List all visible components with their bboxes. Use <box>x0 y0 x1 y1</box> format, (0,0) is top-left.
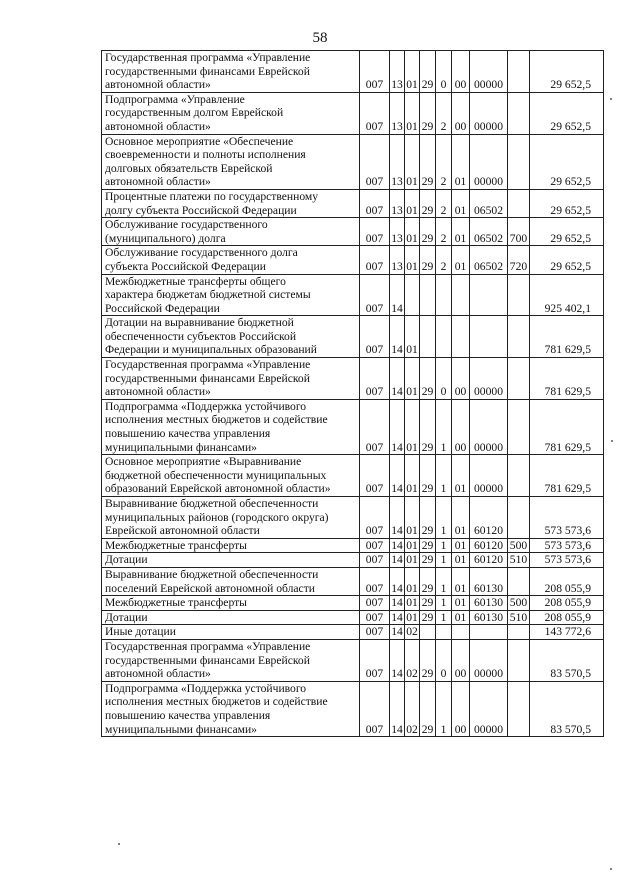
gov-code: 007 <box>360 399 390 454</box>
expense-type-code <box>508 274 530 316</box>
event-code <box>452 625 470 640</box>
gov-code: 007 <box>360 596 390 611</box>
table-row <box>102 567 604 595</box>
program-code: 29 <box>420 218 436 246</box>
table-row <box>102 274 604 316</box>
row-name: Государственная программа «Управление государственными финансами Еврейской автономной области» <box>102 51 360 93</box>
gov-code: 007 <box>360 610 390 625</box>
gov-code: 007 <box>360 246 390 274</box>
program-code: 29 <box>420 134 436 189</box>
row-name: Государственная программа «Управление государственными финансами Еврейской автономной области» <box>102 639 360 681</box>
section-code: 14 <box>391 610 403 624</box>
subsection-code: 01 <box>406 553 418 567</box>
table-row <box>102 246 604 274</box>
expense-type-code: 500 <box>508 538 530 553</box>
subsection-code: 01 <box>406 610 418 624</box>
subsection-code: 01 <box>405 358 420 400</box>
amount: 781 629,5 <box>530 316 604 358</box>
scan-speck <box>611 440 613 442</box>
section-code: 13 <box>390 218 405 246</box>
expense-type-code <box>508 358 530 400</box>
event-code: 01 <box>452 218 470 246</box>
program-code <box>420 274 436 316</box>
section-code: 14 <box>390 639 405 681</box>
direction-code <box>470 625 508 640</box>
program-code: 29 <box>420 92 436 134</box>
program-code: 29 <box>420 399 436 454</box>
event-code: 01 <box>452 246 470 274</box>
direction-code: 00000 <box>470 92 508 134</box>
subprogram-code <box>436 625 452 640</box>
gov-code: 007 <box>360 134 390 189</box>
event-code: 00 <box>452 639 470 681</box>
event-code: 01 <box>452 553 470 568</box>
subsection-code: 01 <box>405 218 420 246</box>
section-code: 14 <box>391 596 403 610</box>
event-code: 00 <box>452 51 470 93</box>
table-row <box>102 316 604 358</box>
direction-code: 00000 <box>470 639 508 681</box>
gov-code: 007 <box>360 625 390 640</box>
expense-type-code: 500 <box>508 596 530 611</box>
direction-code: 60130 <box>470 567 508 595</box>
event-code: 01 <box>452 610 470 625</box>
row-name: Обслуживание государственного долга субъекта Российской Федерации <box>102 246 360 274</box>
expense-type-code: 720 <box>508 246 530 274</box>
gov-code: 007 <box>360 51 390 93</box>
direction-code: 06502 <box>470 218 508 246</box>
gov-code: 007 <box>360 639 390 681</box>
amount: 208 055,9 <box>530 567 604 595</box>
program-code: 29 <box>420 538 436 553</box>
gov-code: 007 <box>360 567 390 595</box>
subprogram-code: 0 <box>436 639 452 681</box>
gov-code: 007 <box>360 553 390 568</box>
section-code: 13 <box>390 134 405 189</box>
subsection-code: 01 <box>405 134 420 189</box>
program-code: 29 <box>420 358 436 400</box>
subsection-code: 01 <box>405 92 420 134</box>
section-code: 13 <box>390 246 405 274</box>
program-code: 29 <box>420 610 436 625</box>
subprogram-code: 2 <box>436 92 452 134</box>
section-code: 14 <box>391 553 403 567</box>
event-code: 01 <box>452 497 470 539</box>
section-code: 14 <box>390 358 405 400</box>
event-code: 01 <box>452 189 470 217</box>
expense-type-code <box>508 455 530 497</box>
subsection-code: 01 <box>405 316 420 358</box>
program-code: 29 <box>420 639 436 681</box>
event-code: 01 <box>452 596 470 611</box>
event-code: 00 <box>452 358 470 400</box>
table-row <box>102 639 604 681</box>
row-name: Подпрограмма «Поддержка устойчивого исполнения местных бюджетов и содействие повышению качества управления муниципальными финансами» <box>102 681 360 736</box>
subprogram-code: 1 <box>436 497 452 539</box>
expense-type-code <box>508 134 530 189</box>
subsection-code: 01 <box>406 538 418 552</box>
expense-type-code <box>508 625 530 640</box>
program-code: 29 <box>420 189 436 217</box>
section-code: 13 <box>390 51 405 93</box>
table-row <box>102 538 604 553</box>
amount: 29 652,5 <box>530 92 604 134</box>
row-name: Процентные платежи по государственному долгу субъекта Российской Федерации <box>102 189 360 217</box>
row-name: Основное мероприятие «Выравнивание бюджетной обеспеченности муниципальных образований Еврейской автономной области» <box>102 455 360 497</box>
amount: 925 402,1 <box>530 274 604 316</box>
row-name: Дотации <box>102 610 360 625</box>
amount: 83 570,5 <box>530 681 604 736</box>
subprogram-code: 0 <box>436 51 452 93</box>
direction-code: 60130 <box>470 610 508 625</box>
row-name: Межбюджетные трансферты общего характера бюджетам бюджетной системы Российской Федерации <box>102 274 360 316</box>
table-row <box>102 553 604 568</box>
subprogram-code: 0 <box>436 358 452 400</box>
amount: 29 652,5 <box>530 218 604 246</box>
subprogram-code: 1 <box>436 567 452 595</box>
subprogram-code: 1 <box>436 610 452 625</box>
table-row <box>102 497 604 539</box>
table-row <box>102 625 604 640</box>
row-name: Дотации <box>102 553 360 568</box>
subsection-code: 02 <box>405 681 420 736</box>
subprogram-code: 1 <box>436 399 452 454</box>
section-code: 14 <box>390 399 405 454</box>
row-name: Основное мероприятие «Обеспечение своевременности и полноты исполнения долговых обязательств Еврейской автономной области» <box>102 134 360 189</box>
expense-type-code <box>508 189 530 217</box>
direction-code: 60120 <box>470 538 508 553</box>
subprogram-code <box>436 316 452 358</box>
amount: 29 652,5 <box>530 246 604 274</box>
direction-code: 06502 <box>470 246 508 274</box>
table-row <box>102 681 604 736</box>
expense-type-code <box>508 51 530 93</box>
program-code: 29 <box>420 246 436 274</box>
table-row <box>102 134 604 189</box>
amount: 573 573,6 <box>530 538 604 553</box>
row-name: Дотации на выравнивание бюджетной обеспеченности субъектов Российской Федерации и муниципальных образований <box>102 316 360 358</box>
subsection-code: 01 <box>405 497 420 539</box>
table-row <box>102 92 604 134</box>
direction-code: 06502 <box>470 189 508 217</box>
section-code: 14 <box>390 316 405 358</box>
row-name: Подпрограмма «Управление государственным долгом Еврейской автономной области» <box>102 92 360 134</box>
subsection-code: 02 <box>405 639 420 681</box>
amount: 208 055,9 <box>530 596 604 611</box>
section-code: 13 <box>390 92 405 134</box>
subsection-code: 01 <box>405 455 420 497</box>
amount: 573 573,6 <box>530 497 604 539</box>
expense-type-code <box>508 92 530 134</box>
section-code: 14 <box>391 538 403 552</box>
expense-type-code <box>508 639 530 681</box>
gov-code: 007 <box>360 189 390 217</box>
row-name: Иные дотации <box>102 625 360 640</box>
section-code: 14 <box>391 625 403 639</box>
expense-type-code <box>508 497 530 539</box>
section-code: 14 <box>390 497 405 539</box>
program-code <box>420 316 436 358</box>
subsection-code: 02 <box>406 625 418 639</box>
table-body <box>102 51 604 737</box>
direction-code: 60120 <box>470 553 508 568</box>
subprogram-code: 1 <box>436 455 452 497</box>
direction-code: 00000 <box>470 51 508 93</box>
subprogram-code: 1 <box>436 596 452 611</box>
direction-code: 00000 <box>470 358 508 400</box>
direction-code <box>470 274 508 316</box>
table-row <box>102 399 604 454</box>
subsection-code: 01 <box>405 567 420 595</box>
gov-code: 007 <box>360 497 390 539</box>
event-code: 01 <box>452 455 470 497</box>
event-code: 00 <box>452 681 470 736</box>
table-row <box>102 51 604 93</box>
section-code: 14 <box>390 455 405 497</box>
event-code <box>452 274 470 316</box>
subprogram-code: 2 <box>436 189 452 217</box>
subsection-code: 01 <box>405 246 420 274</box>
gov-code: 007 <box>360 274 390 316</box>
subprogram-code: 1 <box>436 538 452 553</box>
program-code: 29 <box>420 497 436 539</box>
scan-speck <box>118 843 120 845</box>
amount: 143 772,6 <box>530 625 604 640</box>
gov-code: 007 <box>360 358 390 400</box>
gov-code: 007 <box>360 455 390 497</box>
table-row <box>102 218 604 246</box>
expense-type-code <box>508 681 530 736</box>
subsection-code: 01 <box>405 399 420 454</box>
expense-type-code <box>508 567 530 595</box>
page-number: 58 <box>312 30 328 46</box>
table-row <box>102 358 604 400</box>
subprogram-code: 1 <box>436 553 452 568</box>
event-code <box>452 316 470 358</box>
subprogram-code: 2 <box>436 246 452 274</box>
row-name: Выравнивание бюджетной обеспеченности поселений Еврейской автономной области <box>102 567 360 595</box>
program-code: 29 <box>420 455 436 497</box>
amount: 83 570,5 <box>530 639 604 681</box>
row-name: Обслуживание государственного (муниципального) долга <box>102 218 360 246</box>
table-row <box>102 455 604 497</box>
gov-code: 007 <box>360 218 390 246</box>
row-name: Межбюджетные трансферты <box>102 596 360 611</box>
event-code: 00 <box>452 92 470 134</box>
expense-type-code: 700 <box>508 218 530 246</box>
gov-code: 007 <box>360 681 390 736</box>
section-code: 14 <box>390 274 405 316</box>
subsection-code: 01 <box>405 51 420 93</box>
row-name: Выравнивание бюджетной обеспеченности муниципальных районов (городского округа) Еврейской автономной области <box>102 497 360 539</box>
subprogram-code <box>436 274 452 316</box>
section-code: 13 <box>390 189 405 217</box>
table-row <box>102 610 604 625</box>
section-code: 14 <box>390 567 405 595</box>
event-code: 00 <box>452 399 470 454</box>
program-code: 29 <box>420 567 436 595</box>
table-row <box>102 189 604 217</box>
subprogram-code: 2 <box>436 218 452 246</box>
expense-type-code: 510 <box>508 553 530 568</box>
subprogram-code: 1 <box>436 681 452 736</box>
direction-code <box>470 316 508 358</box>
expense-type-code <box>508 316 530 358</box>
section-code: 14 <box>390 681 405 736</box>
program-code: 29 <box>420 51 436 93</box>
direction-code: 00000 <box>470 134 508 189</box>
gov-code: 007 <box>360 316 390 358</box>
program-code: 29 <box>420 596 436 611</box>
direction-code: 00000 <box>470 455 508 497</box>
expense-type-code <box>508 399 530 454</box>
amount: 781 629,5 <box>530 455 604 497</box>
direction-code: 00000 <box>470 399 508 454</box>
expense-type-code: 510 <box>508 610 530 625</box>
direction-code: 00000 <box>470 681 508 736</box>
scan-speck <box>610 98 612 100</box>
event-code: 01 <box>452 134 470 189</box>
subprogram-code: 2 <box>436 134 452 189</box>
budget-table <box>101 50 604 737</box>
subsection-code: 01 <box>406 596 418 610</box>
program-code <box>420 625 436 640</box>
program-code: 29 <box>420 553 436 568</box>
amount: 29 652,5 <box>530 189 604 217</box>
row-name: Государственная программа «Управление государственными финансами Еврейской автономной области» <box>102 358 360 400</box>
amount: 208 055,9 <box>530 610 604 625</box>
scan-speck <box>610 868 612 870</box>
event-code: 01 <box>452 538 470 553</box>
subsection-code: 01 <box>405 189 420 217</box>
direction-code: 60120 <box>470 497 508 539</box>
table-row <box>102 596 604 611</box>
subsection-code <box>405 274 420 316</box>
amount: 29 652,5 <box>530 51 604 93</box>
amount: 573 573,6 <box>530 553 604 568</box>
amount: 781 629,5 <box>530 399 604 454</box>
program-code: 29 <box>420 681 436 736</box>
gov-code: 007 <box>360 538 390 553</box>
amount: 781 629,5 <box>530 358 604 400</box>
row-name: Подпрограмма «Поддержка устойчивого исполнения местных бюджетов и содействие повышению качества управления муниципальными финансами» <box>102 399 360 454</box>
amount: 29 652,5 <box>530 134 604 189</box>
gov-code: 007 <box>360 92 390 134</box>
event-code: 01 <box>452 567 470 595</box>
row-name: Межбюджетные трансферты <box>102 538 360 553</box>
direction-code: 60130 <box>470 596 508 611</box>
